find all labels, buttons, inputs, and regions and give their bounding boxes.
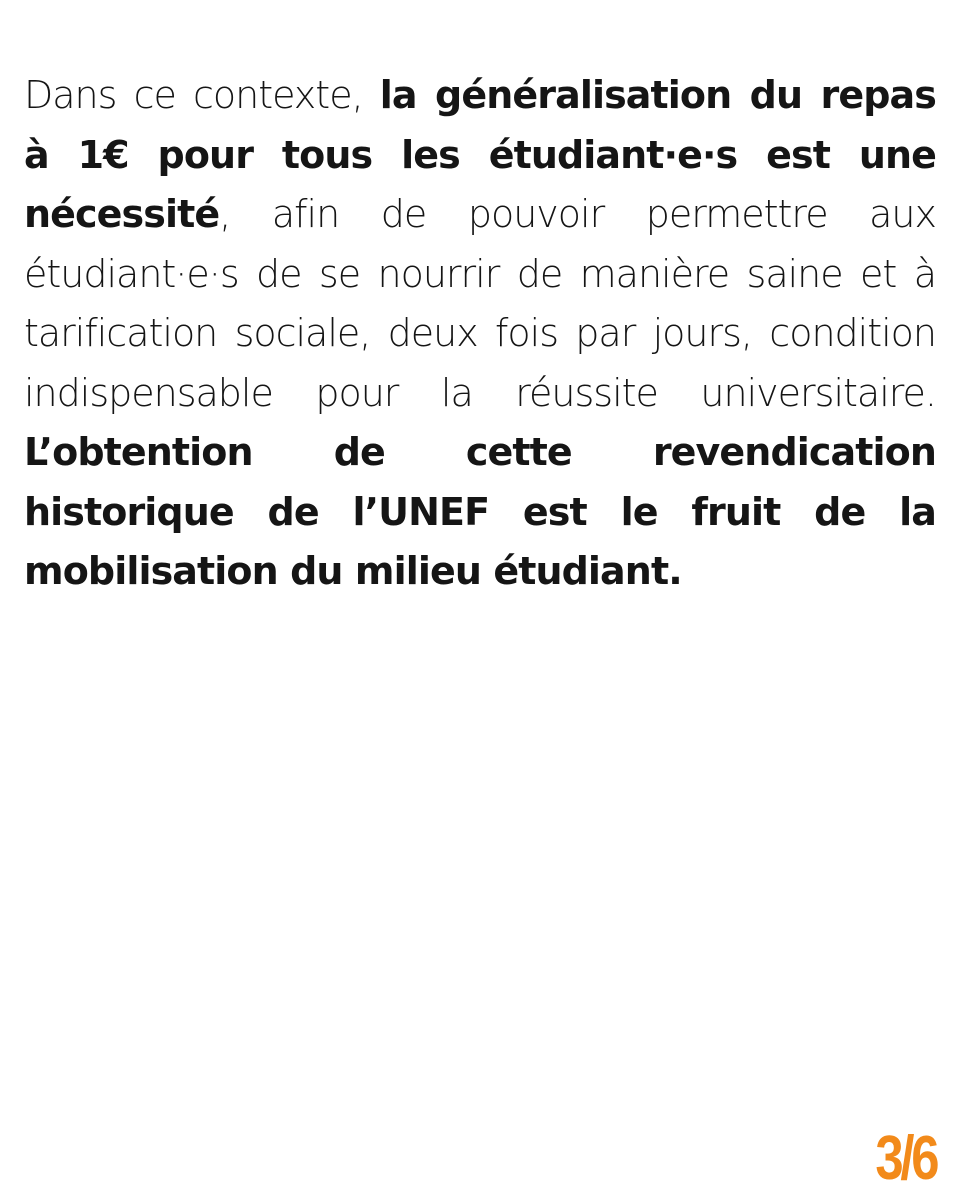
paragraph-intro: Dans ce contexte, [24,73,380,117]
paragraph-body: , afin de pouvoir permettre aux étudiant·e·s de se nourrir de manière saine et à tarification sociale, deux fois par jours, condition indispensable pour la réussite universitaire. [24,192,936,415]
paragraph-highlight-meal: la généralisation du repas à 1€ pour tous les étudiant·e·s est une nécessité [24,73,936,236]
page-number: 3/6 [875,1124,936,1193]
body-paragraph [24,66,936,602]
paragraph-highlight-unef: L’obtention de cette revendication historique de l’UNEF est le fruit de la mobilisation du milieu étudiant. [24,430,936,593]
